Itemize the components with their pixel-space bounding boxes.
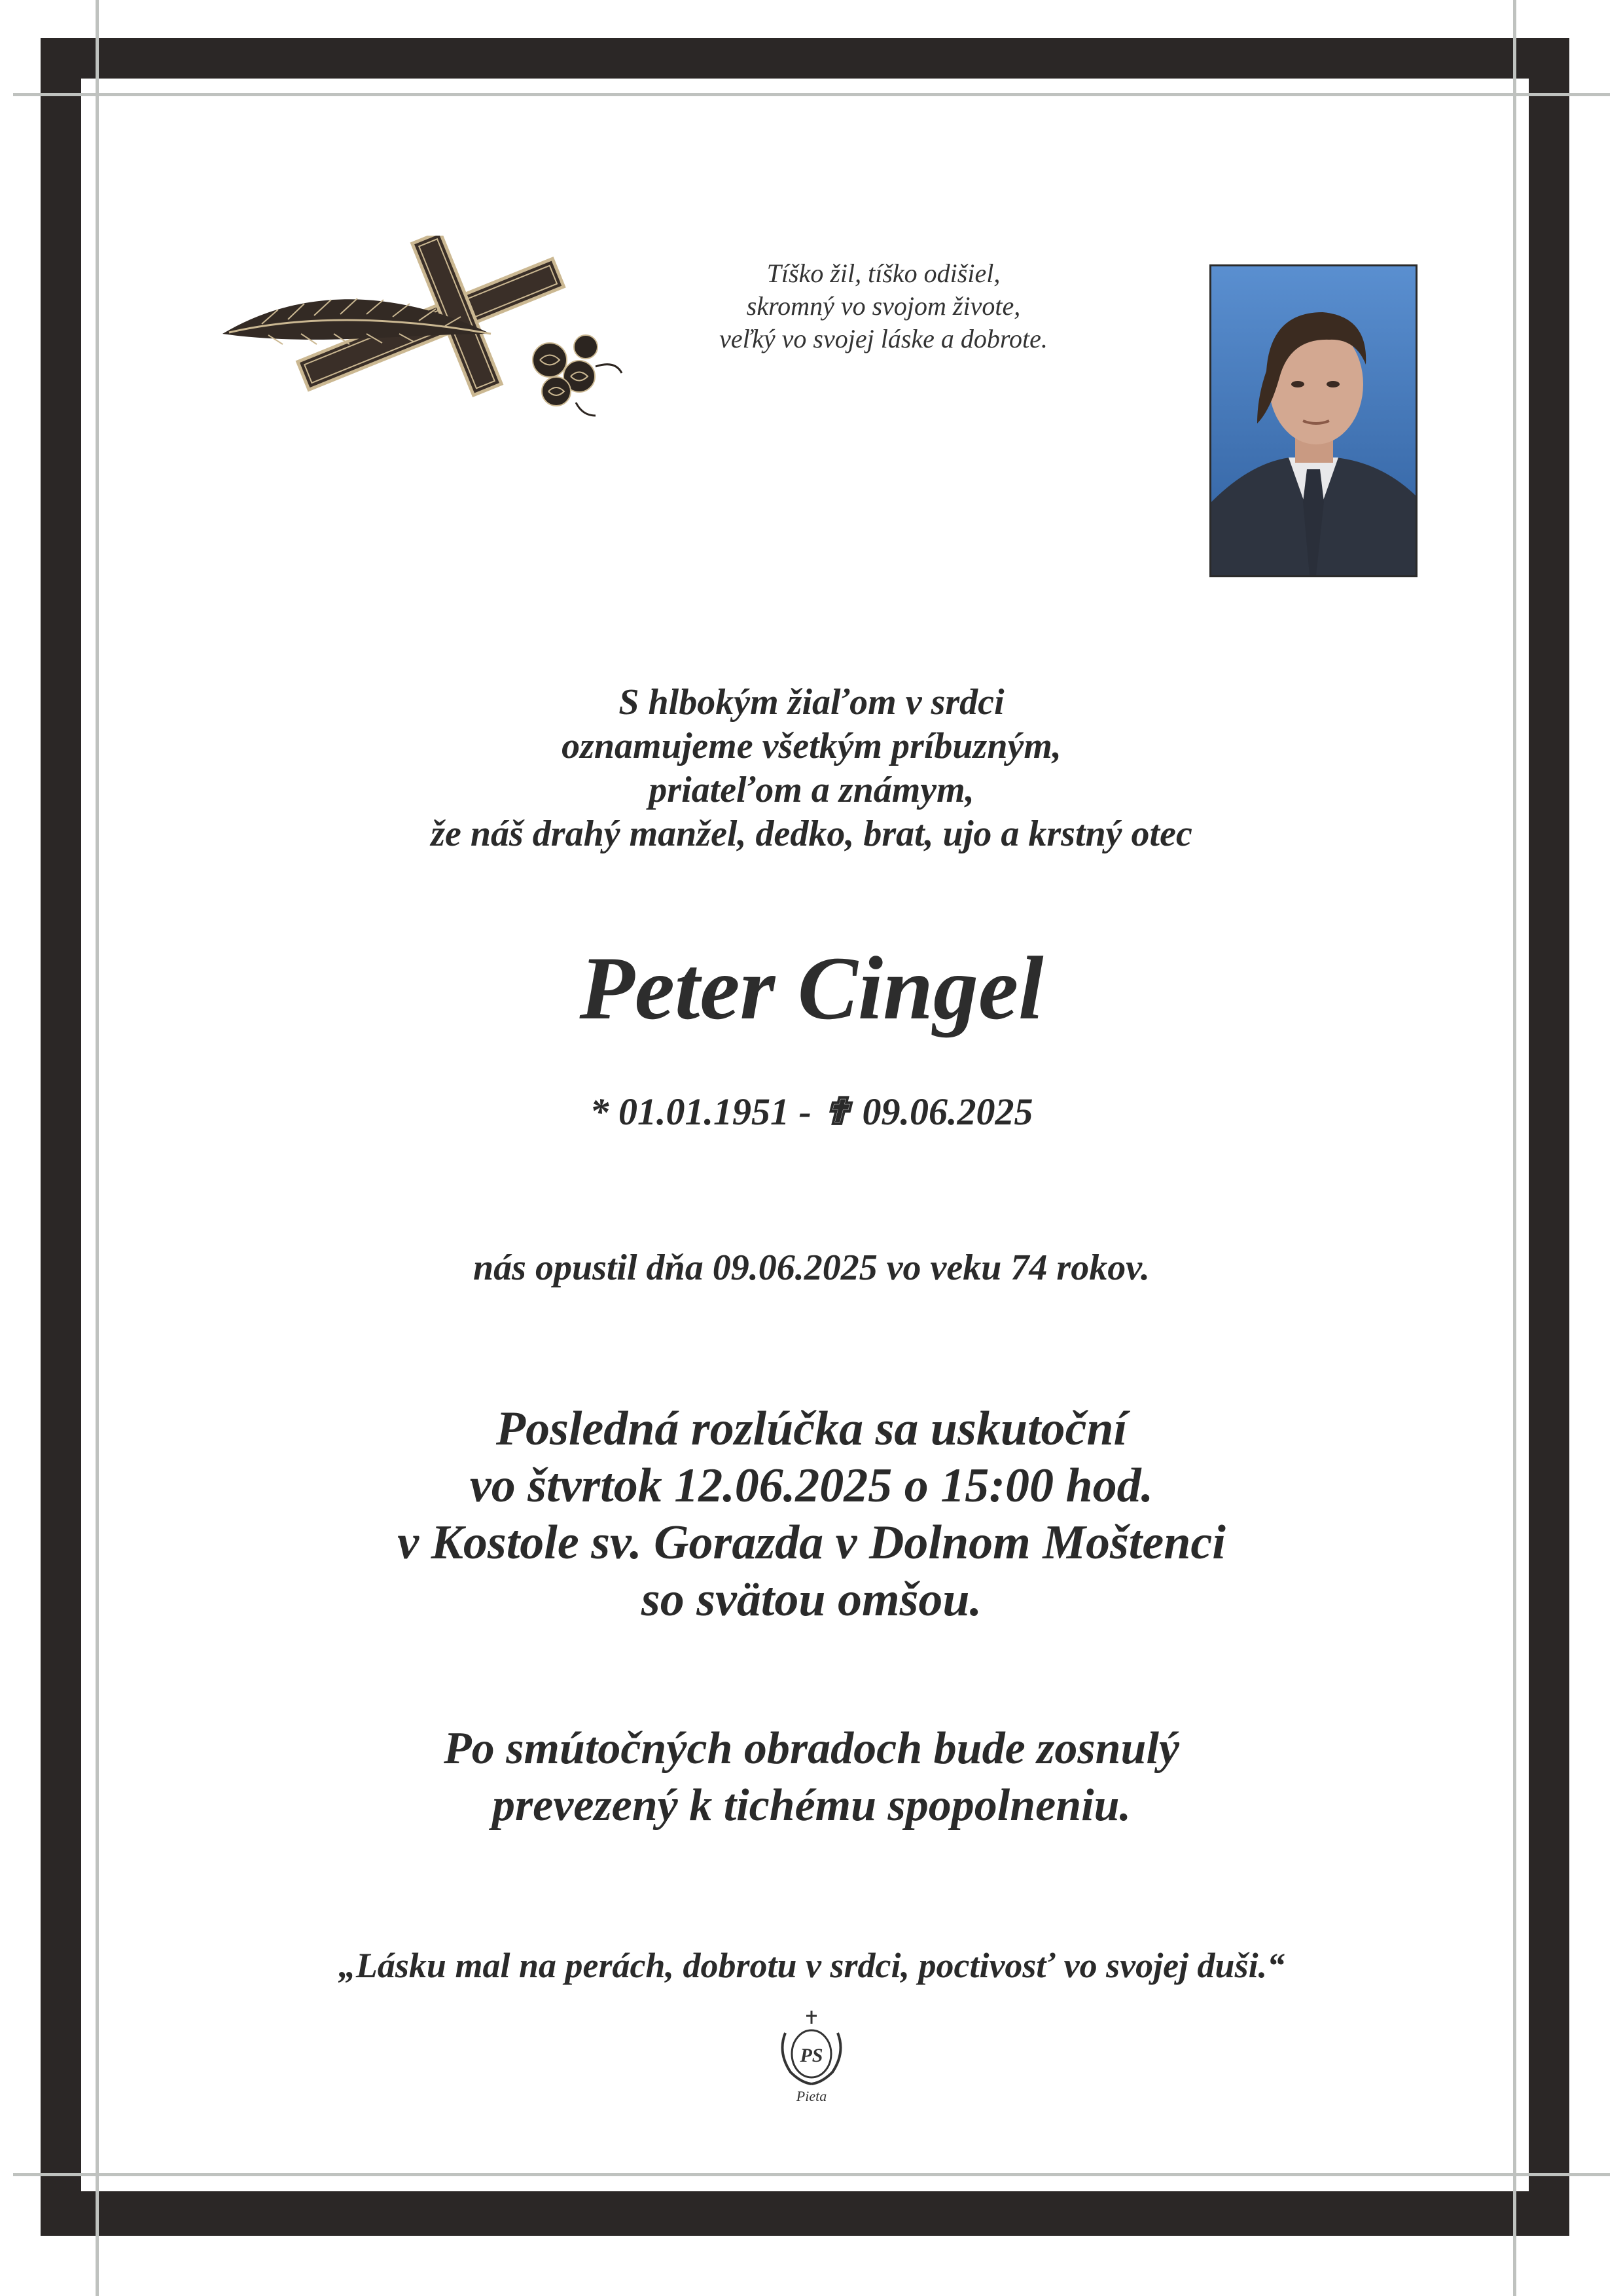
memorial-quote: „Lásku mal na perách, dobrotu v srdci, poctivosť vo svojej duši.“ bbox=[338, 1946, 1285, 1985]
funeral-line: v Kostole sv. Gorazda v Dolnom Moštenci bbox=[397, 1516, 1226, 1570]
verse-line: veľký vo svojej láske a dobrote. bbox=[719, 324, 1048, 353]
cremation-line: prevezený k tichému spopolneniu. bbox=[491, 1780, 1132, 1831]
frame-right-border bbox=[1529, 38, 1569, 2236]
logo-caption: Pieta bbox=[796, 2088, 827, 2104]
announcement-line: priateľom a známym, bbox=[649, 770, 974, 810]
birth-death-dates: * 01.01.1951 - ✟ 09.06.2025 bbox=[590, 1090, 1033, 1133]
funeral-details bbox=[0, 1401, 1623, 1628]
frame-bottom-border bbox=[41, 2191, 1569, 2236]
inner-line-bottom bbox=[13, 2173, 1610, 2176]
announcement-text bbox=[0, 681, 1623, 856]
funeral-line: so svätou omšou. bbox=[641, 1573, 982, 1626]
cremation-notice bbox=[0, 1720, 1623, 1834]
death-notice-line: nás opustil dňa 09.06.2025 vo veku 74 rokov. bbox=[473, 1247, 1150, 1288]
verse-line: skromný vo svojom živote, bbox=[746, 291, 1021, 321]
announcement-line: že náš drahý manžel, dedko, brat, ujo a krstný otec bbox=[431, 814, 1192, 854]
funeral-line: Posledná rozlúčka sa uskutoční bbox=[495, 1402, 1128, 1456]
verse-line: Tíško žil, tíško odišiel, bbox=[766, 259, 1001, 288]
portrait-image bbox=[1211, 266, 1416, 575]
frame-left-border bbox=[41, 38, 81, 2236]
pieta-logo-icon bbox=[771, 2007, 852, 2105]
memorial-verse bbox=[654, 257, 1113, 355]
cross-palm-ornament-icon bbox=[209, 236, 635, 425]
cremation-line: Po smútočných obradoch bude zosnulý bbox=[444, 1723, 1179, 1774]
announcement-line: oznamujeme všetkým príbuzným, bbox=[562, 726, 1061, 766]
announcement-line: S hlbokým žiaľom v srdci bbox=[618, 682, 1005, 723]
inner-line-top bbox=[13, 93, 1610, 96]
logo-monogram: PS bbox=[800, 2045, 823, 2066]
frame-top-border bbox=[41, 38, 1569, 79]
deceased-name: Peter Cingel bbox=[579, 938, 1044, 1038]
portrait-photo bbox=[1209, 264, 1418, 577]
funeral-line: vo štvrtok 12.06.2025 o 15:00 hod. bbox=[469, 1459, 1154, 1513]
